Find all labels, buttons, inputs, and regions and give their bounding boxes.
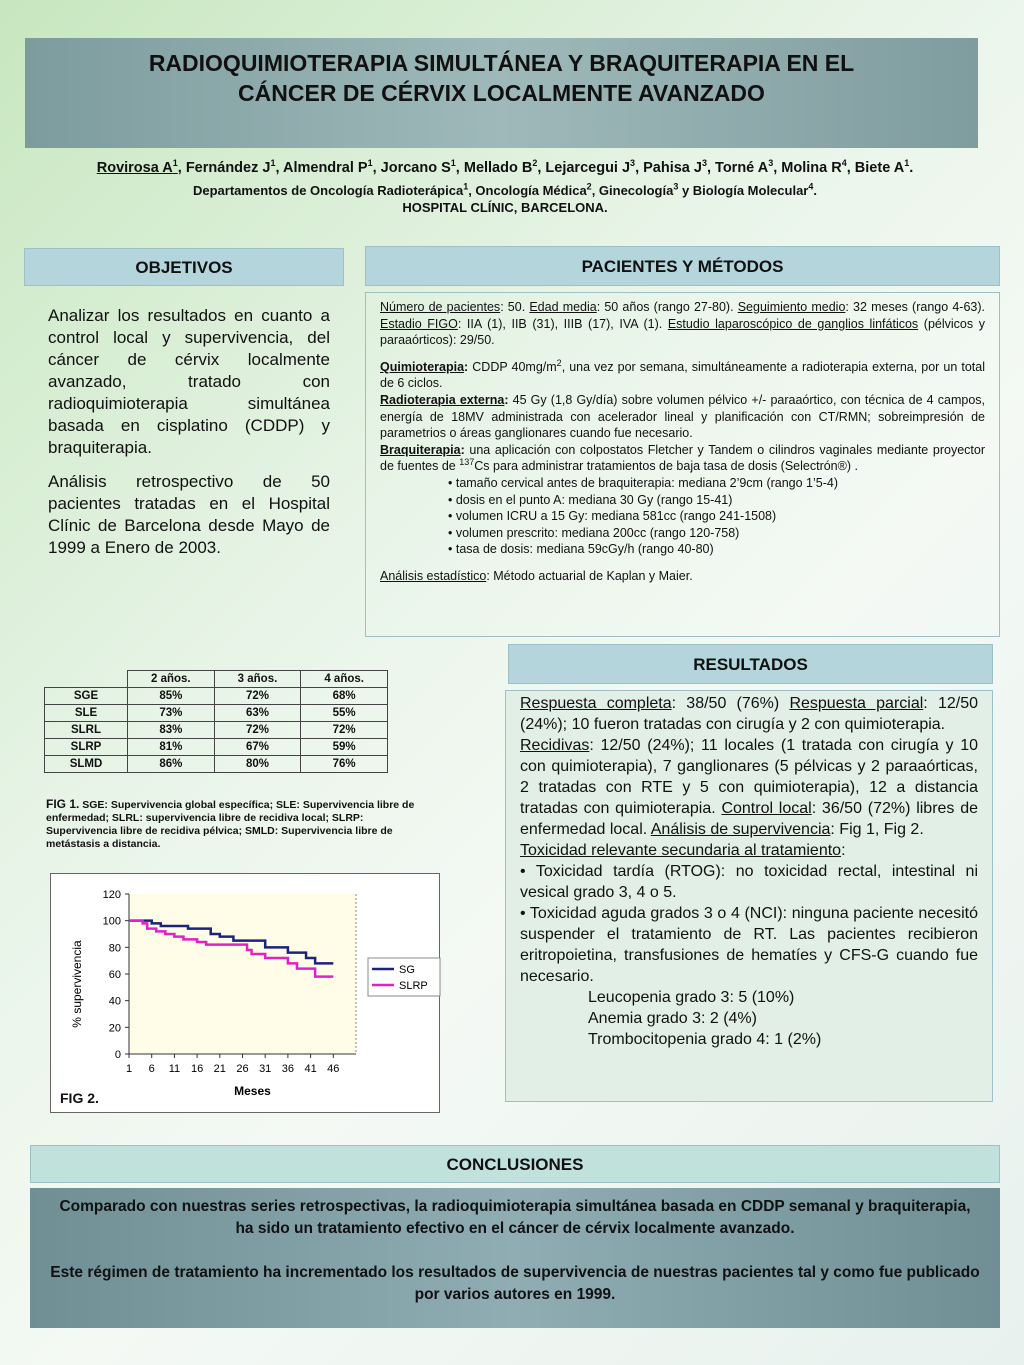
table-row	[45, 705, 388, 722]
metodos-bullets	[380, 475, 985, 558]
table-cell: 72%	[301, 722, 388, 739]
table-row	[45, 722, 388, 739]
resultados-tox-tardia: • Toxicidad tardía (RTOG): no toxicidad rectal, intestinal ni vesical grado 3, 4 o 5.	[520, 863, 978, 901]
metodos-braqui: Braquiterapia: una aplicación con colpostatos Fletcher y Tandem o cilindros vaginales mediante proyector de fuentes de $^{137}$Cs para administrar tratamientos de baja tasa de dosis (Selectrón®) .	[380, 442, 985, 474]
y-tick-label: 60	[108, 969, 121, 981]
table-cell: 80%	[214, 756, 301, 773]
author-name: Biete $A^1$	[854, 158, 910, 176]
table-row	[45, 739, 388, 756]
bullet-item: • tasa de dosis: mediana 59cGy/h (rango 40-80)	[448, 542, 714, 557]
legend-label: SG	[399, 964, 415, 976]
table-col-header: 2 años.	[128, 671, 215, 688]
x-tick-label: 11	[168, 1063, 181, 1075]
author-name: Jorcano $S^1$	[380, 158, 456, 176]
table-cell: 63%	[214, 705, 301, 722]
survival-table	[44, 670, 388, 773]
y-tick-label: 20	[108, 1022, 121, 1035]
table-cell: 68%	[301, 688, 388, 705]
objetivos-header: OBJETIVOS	[24, 248, 344, 286]
x-tick-label: 16	[190, 1063, 204, 1075]
tox-item: Trombocitopenia grado 4: 1 (2%)	[588, 1031, 822, 1048]
table-col-header: 4 años.	[301, 671, 388, 688]
objetivos-p1: Analizar los resultados en cuanto a control local y supervivencia, del cáncer de cérvix localmente avanzado, tratado con radioquimioterapia simultánea basada en cisplatino (CDDP) y braquiterapia.	[48, 306, 330, 457]
y-tick-label: 80	[108, 942, 121, 955]
tox-item: Anemia grado 3: 2 (4%)	[588, 1010, 757, 1027]
x-tick-label: 21	[213, 1063, 226, 1075]
bullet-item: • volumen ICRU a 15 Gy: mediana 581cc (rango 241-1508)	[448, 509, 777, 524]
author-name: Lejarcegui $J^3$	[545, 158, 636, 176]
resultados-box	[505, 690, 993, 1102]
table-col-header: 3 años.	[214, 671, 301, 688]
metodos-estadistico: Análisis estadístico: Método actuarial de Kaplan y Maier.	[380, 568, 693, 583]
resultados-header: RESULTADOS	[508, 644, 993, 684]
tox-item: Leucopenia grado 3: 5 (10%)	[588, 989, 795, 1006]
table-cell: 81%	[128, 739, 215, 756]
metodos-patients: Número de pacientes: 50. Edad media: 50 años (rango 27-80). Seguimiento medio: 32 meses (rango 4-63). Estadio FIGO: IIA (1), IIB (31), IIIB (17), IVA (1). Estudio laparoscópico de ganglios linfáticos (pélvicos y paraaórticos): 29/50.	[380, 300, 985, 348]
table-cell: 73%	[128, 705, 215, 722]
table-cell: 72%	[214, 722, 301, 739]
x-tick-label: 31	[259, 1063, 272, 1075]
y-tick-label: 0	[114, 1049, 121, 1061]
chart-svg	[51, 874, 441, 1114]
table-row	[45, 688, 388, 705]
y-axis-label: % supervivencia	[70, 940, 84, 1028]
bullet-item: • volumen prescrito: mediana 200cc (rango 120-758)	[448, 525, 740, 540]
author-name: Almendral $P^1$	[282, 158, 373, 176]
fig1-label: FIG 1.	[46, 797, 80, 811]
metodos-header: PACIENTES Y MÉTODOS	[365, 246, 1000, 286]
fig1-caption	[46, 798, 416, 851]
title-line-1: RADIOQUIMIOTERAPIA SIMULTÁNEA Y BRAQUITERAPIA EN EL	[148, 50, 855, 76]
objetivos-text	[48, 305, 330, 571]
resultados-toxicidad-title: Toxicidad relevante secundaria al tratamiento:	[520, 842, 846, 859]
table-cell: 72%	[214, 688, 301, 705]
table-row-label: SLRP	[45, 739, 128, 756]
table-cell: 55%	[301, 705, 388, 722]
author-name: Molina $R^4$	[781, 158, 847, 176]
resultados-tox-aguda: • Toxicidad aguda grados 3 o 4 (NCI): ninguna paciente necesitó suspender el tratamiento de RT. Las pacientes recibieron eritropoietina, transfusiones de hematíes y CFS-G cuando fue necesario.	[520, 905, 978, 985]
resultados-respuesta: Respuesta completa: 38/50 (76%) Respuesta parcial: 12/50 (24%); 10 fueron tratadas con cirugía y 2 con quimioterapia.	[520, 695, 978, 733]
x-tick-label: 41	[304, 1063, 317, 1075]
table-cell: 83%	[128, 722, 215, 739]
objetivos-p2: Análisis retrospectivo de 50 pacientes tratadas en el Hospital Clínic de Barcelona desde Mayo de 1999 a Enero de 2003.	[48, 472, 330, 557]
table-cell: 59%	[301, 739, 388, 756]
bullet-item: • tamaño cervical antes de braquiterapia: mediana 2’9cm (rango 1’5-4)	[448, 475, 839, 490]
table-row-label: SLMD	[45, 756, 128, 773]
legend-label: SLRP	[399, 980, 428, 992]
author-rest: , Fernández $J^1$, Almendral $P^1$, Jorcano $S^1$, Mellado $B^2$, Lejarcegui $J^3$, Pahisa $J^3$, Torné $A^3$, Molina $R^4$, Biete $A^1$.	[177, 158, 914, 176]
conclusiones-header: CONCLUSIONES	[30, 1145, 1000, 1183]
y-tick-label: 100	[102, 915, 121, 928]
author-name: Torné $A^3$	[715, 158, 774, 176]
resultados-recidivas: Recidivas: 12/50 (24%); 11 locales (1 tratada con cirugía y 10 con quimioterapia), 7 ganglionares (5 pélvicas y 2 paraaórticas, 2 tratadas con RTE y 5 con quimioterapia), 12 a distancia tratadas con quimioterapia. Control local: 36/50 (72%) libres de enfermedad local. Análisis de supervivencia: Fig 1, Fig 2.	[520, 737, 978, 838]
x-axis-label: Meses	[234, 1084, 271, 1098]
conclusiones-p1: Comparado con nuestras series retrospectivas, la radioquimioterapia simultánea basada en CDDP semanal y braquiterapia, ha sido un tratamiento efectivo en el cáncer de cérvix localmente avanzado.	[59, 1198, 971, 1237]
conclusiones-p2: Este régimen de tratamiento ha incrementado los resultados de supervivencia de nuestras pacientes tal y como fue publicado por varios autores en 1999.	[50, 1264, 980, 1303]
poster-title	[25, 38, 978, 148]
fig1-caption-text: SGE: Supervivencia global específica; SLE: Supervivencia libre de enfermedad; SLRL: supervivencia libre de recidiva local; SLRP: Supervivencia libre de recidiva pélvica; SMLD: Supervivencia libre de metástasis a distancia.	[46, 799, 415, 850]
y-tick-label: 40	[108, 995, 121, 1008]
conclusiones-box	[30, 1188, 1000, 1328]
table-cell: 86%	[128, 756, 215, 773]
fig2-label: FIG 2.	[60, 1090, 99, 1106]
hospital: HOSPITAL CLÍNIC, BARCELONA.	[402, 200, 608, 215]
table-cell: 85%	[128, 688, 215, 705]
table-cell: 76%	[301, 756, 388, 773]
x-tick-label: 6	[148, 1063, 155, 1075]
x-tick-label: 46	[327, 1063, 340, 1075]
author-first: Rovirosa $A^1$	[96, 158, 178, 176]
table-row	[45, 756, 388, 773]
table-row-label: SGE	[45, 688, 128, 705]
table-row-label: SLE	[45, 705, 128, 722]
author-list	[30, 158, 980, 178]
departments: Departamentos de Oncología Radioterápica$^1$, Oncología Médica$^2$, Ginecología$^3$ y Biología Molecular$^4$.	[193, 181, 817, 198]
table-cell: 67%	[214, 739, 301, 756]
author-name: Pahisa $J^3$	[643, 158, 707, 176]
author-name: Fernández $J^1$	[185, 158, 276, 176]
metodos-box	[365, 292, 1000, 637]
survival-chart	[50, 873, 440, 1113]
x-tick-label: 26	[236, 1063, 249, 1075]
title-line-2: CÁNCER DE CÉRVIX LOCALMENTE AVANZADO	[238, 80, 765, 106]
metodos-quimio: Quimioterapia: CDDP $40mg/m^2$, una vez por semana, simultáneamente a radioterapia externa, por un total de 6 ciclos.	[380, 357, 985, 391]
x-tick-label: 36	[281, 1063, 295, 1075]
bullet-item: • dosis en el punto A: mediana 30 Gy (rango 15-41)	[448, 492, 733, 507]
x-tick-label: 1	[125, 1063, 133, 1075]
survival-table-wrap	[44, 670, 388, 773]
author-name: Mellado $B^2$	[463, 158, 538, 176]
metodos-rte: Radioterapia externa: 45 Gy (1,8 Gy/día) sobre volumen pélvico +/- paraaórtico, con técnica de 4 campos, energía de 18MV administrada con acelerador lineal y planificación con CT/RMN; sobreimpresión de parametrios o áreas ganglionares cuando fue necesario.	[380, 392, 985, 441]
y-tick-label: 120	[102, 889, 121, 901]
table-row-label: SLRL	[45, 722, 128, 739]
affiliations	[30, 182, 980, 216]
plot-area	[129, 894, 356, 1054]
table-header-row	[45, 671, 388, 688]
